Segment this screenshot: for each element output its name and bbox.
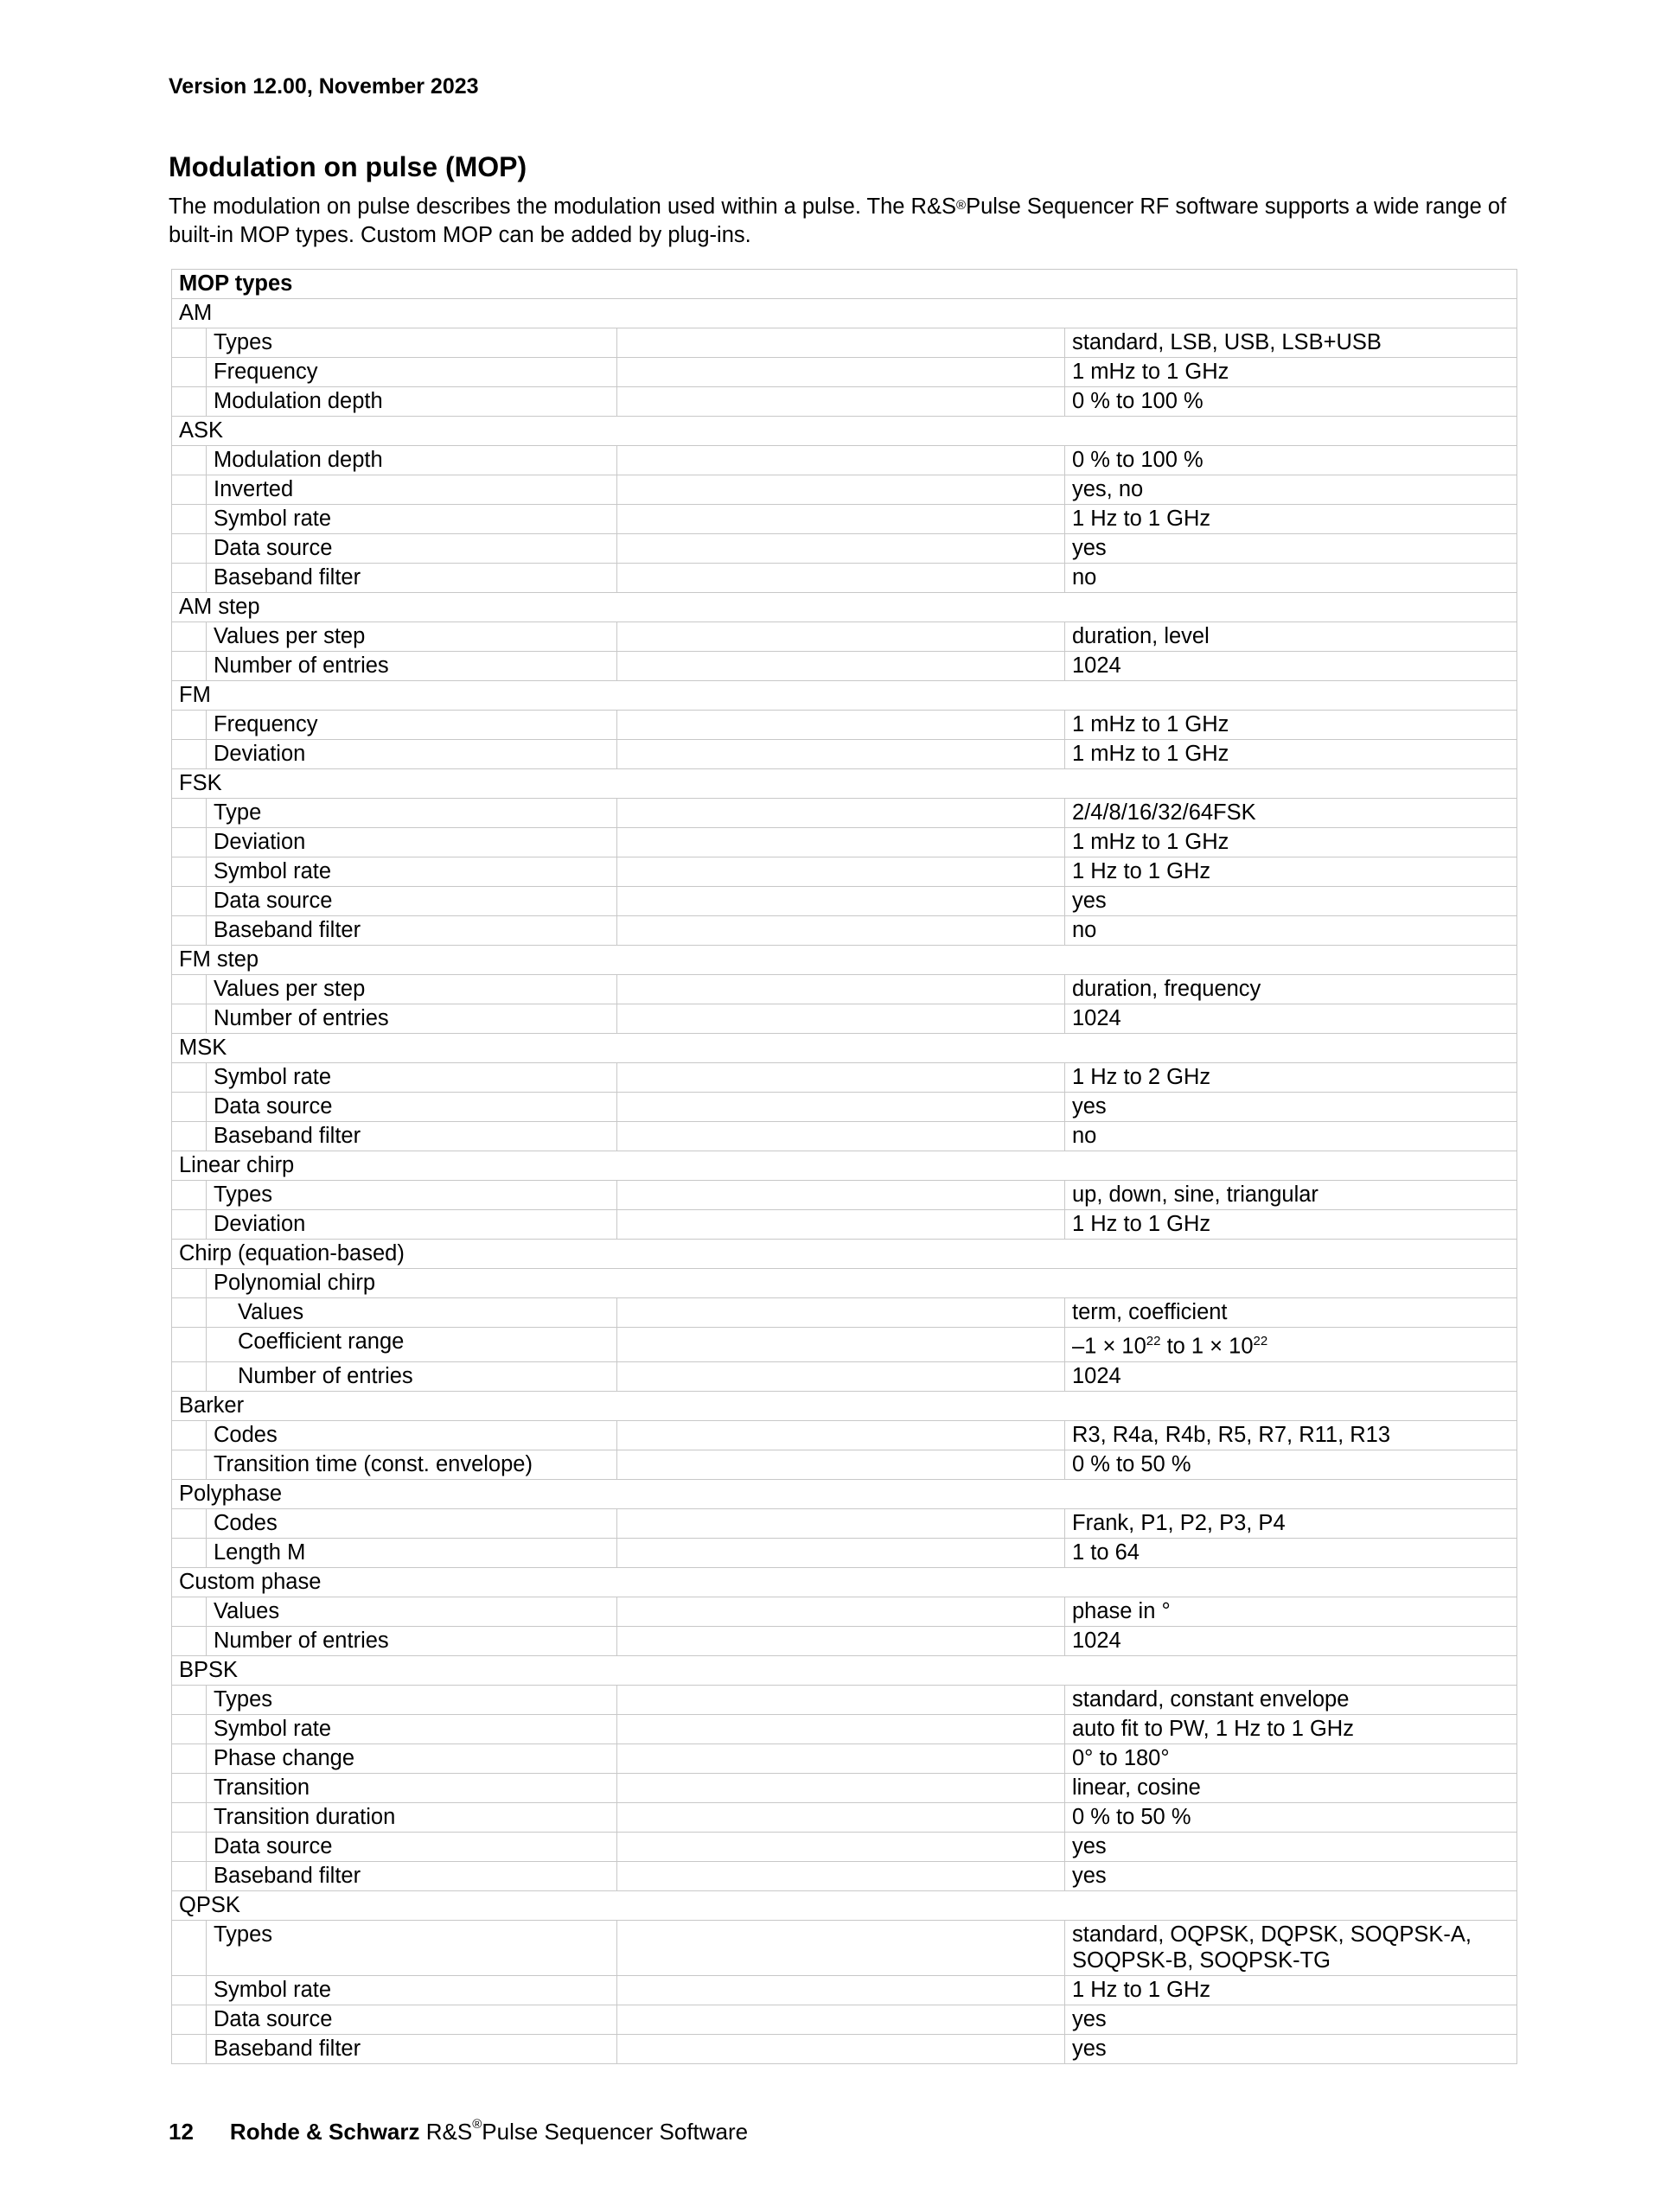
parameter-value: 0° to 180° — [1065, 1743, 1517, 1773]
parameter-value: 1 mHz to 1 GHz — [1065, 740, 1517, 769]
parameter-label: Transition time (const. envelope) — [207, 1450, 617, 1479]
mop-types-table — [171, 269, 1517, 2064]
parameter-value: 1 mHz to 1 GHz — [1065, 711, 1517, 740]
parameter-label: Codes — [207, 1508, 617, 1538]
parameter-label: Types — [207, 1920, 617, 1975]
parameter-label: Symbol rate — [207, 505, 617, 534]
indent-cell — [172, 1093, 207, 1122]
empty-cell — [617, 1210, 1065, 1240]
empty-cell — [617, 1508, 1065, 1538]
indent-cell — [172, 1626, 207, 1655]
parameter-label: Number of entries — [207, 652, 617, 681]
table-row — [172, 1181, 1517, 1210]
table-row — [172, 1063, 1517, 1093]
parameter-value: duration, frequency — [1065, 975, 1517, 1004]
parameter-label: Number of entries — [207, 1004, 617, 1034]
parameter-value: yes — [1065, 1861, 1517, 1890]
table-row — [172, 1743, 1517, 1773]
table-row — [172, 387, 1517, 417]
indent-cell — [172, 652, 207, 681]
indent-cell — [172, 1920, 207, 1975]
table-row — [172, 1361, 1517, 1391]
table-row — [172, 328, 1517, 358]
empty-cell — [617, 1597, 1065, 1626]
indent-cell — [172, 622, 207, 652]
parameter-label: Type — [207, 799, 617, 828]
table-row — [172, 1420, 1517, 1450]
indent-cell — [172, 1210, 207, 1240]
empty-cell — [617, 652, 1065, 681]
indent-cell — [172, 1773, 207, 1802]
parameter-label: Deviation — [207, 1210, 617, 1240]
value-text: –1 × 10 — [1072, 1334, 1146, 1359]
parameter-label: Data source — [207, 2005, 617, 2034]
parameter-value: standard, LSB, USB, LSB+USB — [1065, 328, 1517, 358]
indent-cell — [172, 1122, 207, 1151]
parameter-value: standard, OQPSK, DQPSK, SOQPSK-A, SOQPSK-B, SOQPSK-TG — [1065, 1920, 1517, 1975]
group-title: FM — [172, 681, 1517, 711]
parameter-value: 1 to 64 — [1065, 1538, 1517, 1567]
parameter-label: Symbol rate — [207, 1714, 617, 1743]
empty-cell — [617, 828, 1065, 857]
indent-cell — [172, 916, 207, 946]
parameter-value: yes — [1065, 534, 1517, 564]
parameter-label: Transition — [207, 1773, 617, 1802]
table-row — [172, 652, 1517, 681]
parameter-value: 1 Hz to 1 GHz — [1065, 505, 1517, 534]
group-row — [172, 1655, 1517, 1685]
table-row — [172, 887, 1517, 916]
indent-cell — [172, 975, 207, 1004]
subgroup-row — [172, 1269, 1517, 1298]
table-row — [172, 799, 1517, 828]
group-title: QPSK — [172, 1890, 1517, 1920]
indent-cell — [172, 2034, 207, 2063]
group-title: Polyphase — [172, 1479, 1517, 1508]
parameter-value: 1024 — [1065, 1361, 1517, 1391]
empty-cell — [617, 887, 1065, 916]
table-row — [172, 1920, 1517, 1975]
indent-cell — [172, 1269, 207, 1298]
indent-cell — [172, 1861, 207, 1890]
table-row — [172, 1450, 1517, 1479]
group-title: AM step — [172, 593, 1517, 622]
group-row — [172, 299, 1517, 328]
parameter-label: Types — [207, 328, 617, 358]
table-row — [172, 857, 1517, 887]
indent-cell — [172, 857, 207, 887]
parameter-label: Data source — [207, 1093, 617, 1122]
parameter-label: Length M — [207, 1538, 617, 1567]
parameter-label: Baseband filter — [207, 1861, 617, 1890]
parameter-label: Modulation depth — [207, 446, 617, 475]
indent-cell — [172, 1802, 207, 1832]
indent-cell — [172, 505, 207, 534]
indent-cell — [172, 1975, 207, 2005]
empty-cell — [617, 1626, 1065, 1655]
empty-cell — [617, 1743, 1065, 1773]
group-row — [172, 946, 1517, 975]
parameter-value: 1 Hz to 1 GHz — [1065, 1210, 1517, 1240]
parameter-value: yes, no — [1065, 475, 1517, 505]
indent-cell — [172, 1597, 207, 1626]
empty-cell — [617, 534, 1065, 564]
parameter-label: Frequency — [207, 711, 617, 740]
table-row — [172, 1832, 1517, 1861]
indent-cell — [172, 1298, 207, 1328]
indent-cell — [172, 1714, 207, 1743]
indent-cell — [172, 740, 207, 769]
parameter-value: up, down, sine, triangular — [1065, 1181, 1517, 1210]
empty-cell — [617, 1122, 1065, 1151]
empty-cell — [617, 1420, 1065, 1450]
empty-cell — [617, 505, 1065, 534]
indent-cell — [172, 1508, 207, 1538]
parameter-label: Data source — [207, 534, 617, 564]
parameter-label: Number of entries — [207, 1626, 617, 1655]
parameter-value: 0 % to 50 % — [1065, 1802, 1517, 1832]
group-row — [172, 769, 1517, 799]
table-row — [172, 1773, 1517, 1802]
table-row — [172, 1538, 1517, 1567]
footer-registered-mark: ® — [472, 2117, 482, 2132]
group-title: Chirp (equation-based) — [172, 1240, 1517, 1269]
section-intro — [169, 193, 1517, 250]
page-footer — [169, 2119, 748, 2145]
parameter-label: Values — [207, 1597, 617, 1626]
parameter-value: no — [1065, 564, 1517, 593]
table-row — [172, 505, 1517, 534]
parameter-value: yes — [1065, 1093, 1517, 1122]
table-row — [172, 916, 1517, 946]
parameter-value: 1 Hz to 1 GHz — [1065, 857, 1517, 887]
group-title: Barker — [172, 1391, 1517, 1420]
indent-cell — [172, 1743, 207, 1773]
table-row — [172, 1298, 1517, 1328]
parameter-label: Baseband filter — [207, 564, 617, 593]
parameter-value: 0 % to 100 % — [1065, 446, 1517, 475]
group-row — [172, 593, 1517, 622]
empty-cell — [617, 1975, 1065, 2005]
value-text: to 1 × 10 — [1160, 1334, 1254, 1359]
table-row — [172, 1714, 1517, 1743]
table-row — [172, 446, 1517, 475]
indent-cell — [172, 534, 207, 564]
empty-cell — [617, 1773, 1065, 1802]
parameter-label: Baseband filter — [207, 1122, 617, 1151]
indent-cell — [172, 475, 207, 505]
parameter-label: Frequency — [207, 358, 617, 387]
group-row — [172, 1890, 1517, 1920]
parameter-value: duration, level — [1065, 622, 1517, 652]
empty-cell — [617, 1538, 1065, 1567]
empty-cell — [617, 1714, 1065, 1743]
indent-cell — [172, 799, 207, 828]
table-header-row — [172, 270, 1517, 299]
empty-cell — [617, 1832, 1065, 1861]
table-row — [172, 1685, 1517, 1714]
empty-cell — [617, 1450, 1065, 1479]
indent-cell — [172, 1004, 207, 1034]
group-row — [172, 681, 1517, 711]
table-row — [172, 475, 1517, 505]
empty-cell — [617, 387, 1065, 417]
parameter-value: phase in ° — [1065, 1597, 1517, 1626]
empty-cell — [617, 1920, 1065, 1975]
indent-cell — [172, 828, 207, 857]
parameter-label: Symbol rate — [207, 857, 617, 887]
empty-cell — [617, 475, 1065, 505]
table-row — [172, 828, 1517, 857]
group-title: Linear chirp — [172, 1151, 1517, 1181]
empty-cell — [617, 2034, 1065, 2063]
parameter-value: no — [1065, 916, 1517, 946]
parameter-value: yes — [1065, 887, 1517, 916]
subgroup-title: Polynomial chirp — [207, 1269, 1517, 1298]
empty-cell — [617, 1004, 1065, 1034]
intro-text-start: The modulation on pulse describes the modulation used within a pulse. The R&S — [169, 194, 956, 219]
indent-cell — [172, 564, 207, 593]
empty-cell — [617, 1181, 1065, 1210]
empty-cell — [617, 564, 1065, 593]
parameter-label: Data source — [207, 887, 617, 916]
parameter-label: Values per step — [207, 975, 617, 1004]
parameter-value: standard, constant envelope — [1065, 1685, 1517, 1714]
group-title: AM — [172, 299, 1517, 328]
parameter-label: Values per step — [207, 622, 617, 652]
table-row — [172, 1861, 1517, 1890]
indent-cell — [172, 711, 207, 740]
group-row — [172, 1567, 1517, 1597]
table-row — [172, 1626, 1517, 1655]
group-title: MSK — [172, 1034, 1517, 1063]
parameter-label: Deviation — [207, 828, 617, 857]
indent-cell — [172, 1685, 207, 1714]
table-row — [172, 1093, 1517, 1122]
parameter-label: Phase change — [207, 1743, 617, 1773]
parameter-label: Values — [207, 1298, 617, 1328]
parameter-value: no — [1065, 1122, 1517, 1151]
parameter-label: Baseband filter — [207, 2034, 617, 2063]
indent-cell — [172, 1450, 207, 1479]
parameter-value: yes — [1065, 1832, 1517, 1861]
indent-cell — [172, 1538, 207, 1567]
registered-mark: ® — [956, 198, 967, 213]
parameter-label: Symbol rate — [207, 1063, 617, 1093]
empty-cell — [617, 916, 1065, 946]
empty-cell — [617, 1685, 1065, 1714]
parameter-value: auto fit to PW, 1 Hz to 1 GHz — [1065, 1714, 1517, 1743]
table-row — [172, 740, 1517, 769]
table-header: MOP types — [172, 270, 1517, 299]
empty-cell — [617, 799, 1065, 828]
document-version: Version 12.00, November 2023 — [169, 74, 479, 99]
indent-cell — [172, 387, 207, 417]
footer-product-suffix: Pulse Sequencer Software — [482, 2119, 749, 2145]
indent-cell — [172, 2005, 207, 2034]
parameter-label: Inverted — [207, 475, 617, 505]
group-row — [172, 1034, 1517, 1063]
table-row — [172, 1328, 1517, 1362]
table-row — [172, 1508, 1517, 1538]
parameter-value — [1065, 1328, 1517, 1362]
group-row — [172, 417, 1517, 446]
indent-cell — [172, 1181, 207, 1210]
empty-cell — [617, 711, 1065, 740]
indent-cell — [172, 887, 207, 916]
empty-cell — [617, 2005, 1065, 2034]
parameter-value: 0 % to 50 % — [1065, 1450, 1517, 1479]
table-row — [172, 622, 1517, 652]
exponent: 22 — [1146, 1334, 1161, 1348]
footer-product-prefix: R&S — [419, 2119, 473, 2145]
table-row — [172, 975, 1517, 1004]
indent-cell — [172, 1328, 207, 1362]
intro-text-end: Pulse Sequencer RF software supports a wide range of built-in MOP types. Custom MOP can be added by plug-ins. — [169, 194, 1507, 247]
parameter-label: Number of entries — [207, 1361, 617, 1391]
indent-cell — [172, 358, 207, 387]
parameter-label: Types — [207, 1685, 617, 1714]
parameter-value: 1 Hz to 2 GHz — [1065, 1063, 1517, 1093]
table-row — [172, 1597, 1517, 1626]
empty-cell — [617, 1328, 1065, 1362]
empty-cell — [617, 975, 1065, 1004]
parameter-value: linear, cosine — [1065, 1773, 1517, 1802]
group-title: Custom phase — [172, 1567, 1517, 1597]
empty-cell — [617, 1093, 1065, 1122]
parameter-label: Symbol rate — [207, 1975, 617, 2005]
group-title: BPSK — [172, 1655, 1517, 1685]
parameter-label: Baseband filter — [207, 916, 617, 946]
empty-cell — [617, 740, 1065, 769]
parameter-label: Codes — [207, 1420, 617, 1450]
parameter-label: Coefficient range — [207, 1328, 617, 1362]
table-row — [172, 534, 1517, 564]
parameter-value: yes — [1065, 2034, 1517, 2063]
empty-cell — [617, 328, 1065, 358]
empty-cell — [617, 358, 1065, 387]
page-number: 12 — [169, 2119, 194, 2145]
parameter-label: Types — [207, 1181, 617, 1210]
group-row — [172, 1391, 1517, 1420]
parameter-value: 1 Hz to 1 GHz — [1065, 1975, 1517, 2005]
parameter-value: 1 mHz to 1 GHz — [1065, 358, 1517, 387]
indent-cell — [172, 446, 207, 475]
empty-cell — [617, 1861, 1065, 1890]
indent-cell — [172, 1361, 207, 1391]
group-row — [172, 1151, 1517, 1181]
indent-cell — [172, 1420, 207, 1450]
group-title: FSK — [172, 769, 1517, 799]
parameter-label: Transition duration — [207, 1802, 617, 1832]
empty-cell — [617, 1361, 1065, 1391]
table-row — [172, 564, 1517, 593]
table-row — [172, 2034, 1517, 2063]
parameter-value: 1024 — [1065, 1626, 1517, 1655]
table-row — [172, 1004, 1517, 1034]
table-row — [172, 1975, 1517, 2005]
group-row — [172, 1240, 1517, 1269]
empty-cell — [617, 1298, 1065, 1328]
table-row — [172, 2005, 1517, 2034]
group-row — [172, 1479, 1517, 1508]
parameter-label: Modulation depth — [207, 387, 617, 417]
parameter-value: 0 % to 100 % — [1065, 387, 1517, 417]
table-row — [172, 1210, 1517, 1240]
empty-cell — [617, 446, 1065, 475]
table-row — [172, 358, 1517, 387]
parameter-value: term, coefficient — [1065, 1298, 1517, 1328]
parameter-label: Data source — [207, 1832, 617, 1861]
indent-cell — [172, 328, 207, 358]
group-title: ASK — [172, 417, 1517, 446]
empty-cell — [617, 1063, 1065, 1093]
footer-brand: Rohde & Schwarz — [229, 2119, 420, 2145]
exponent: 22 — [1253, 1334, 1268, 1348]
parameter-value: 1 mHz to 1 GHz — [1065, 828, 1517, 857]
mop-types-table-body — [172, 270, 1517, 2064]
table-row — [172, 1122, 1517, 1151]
parameter-value: R3, R4a, R4b, R5, R7, R11, R13 — [1065, 1420, 1517, 1450]
empty-cell — [617, 1802, 1065, 1832]
parameter-value: 1024 — [1065, 1004, 1517, 1034]
empty-cell — [617, 622, 1065, 652]
table-row — [172, 711, 1517, 740]
section-title: Modulation on pulse (MOP) — [169, 151, 527, 182]
parameter-value: yes — [1065, 2005, 1517, 2034]
table-row — [172, 1802, 1517, 1832]
empty-cell — [617, 857, 1065, 887]
parameter-label: Deviation — [207, 740, 617, 769]
indent-cell — [172, 1063, 207, 1093]
group-title: FM step — [172, 946, 1517, 975]
parameter-value: 2/4/8/16/32/64FSK — [1065, 799, 1517, 828]
indent-cell — [172, 1832, 207, 1861]
parameter-value: Frank, P1, P2, P3, P4 — [1065, 1508, 1517, 1538]
parameter-value: 1024 — [1065, 652, 1517, 681]
